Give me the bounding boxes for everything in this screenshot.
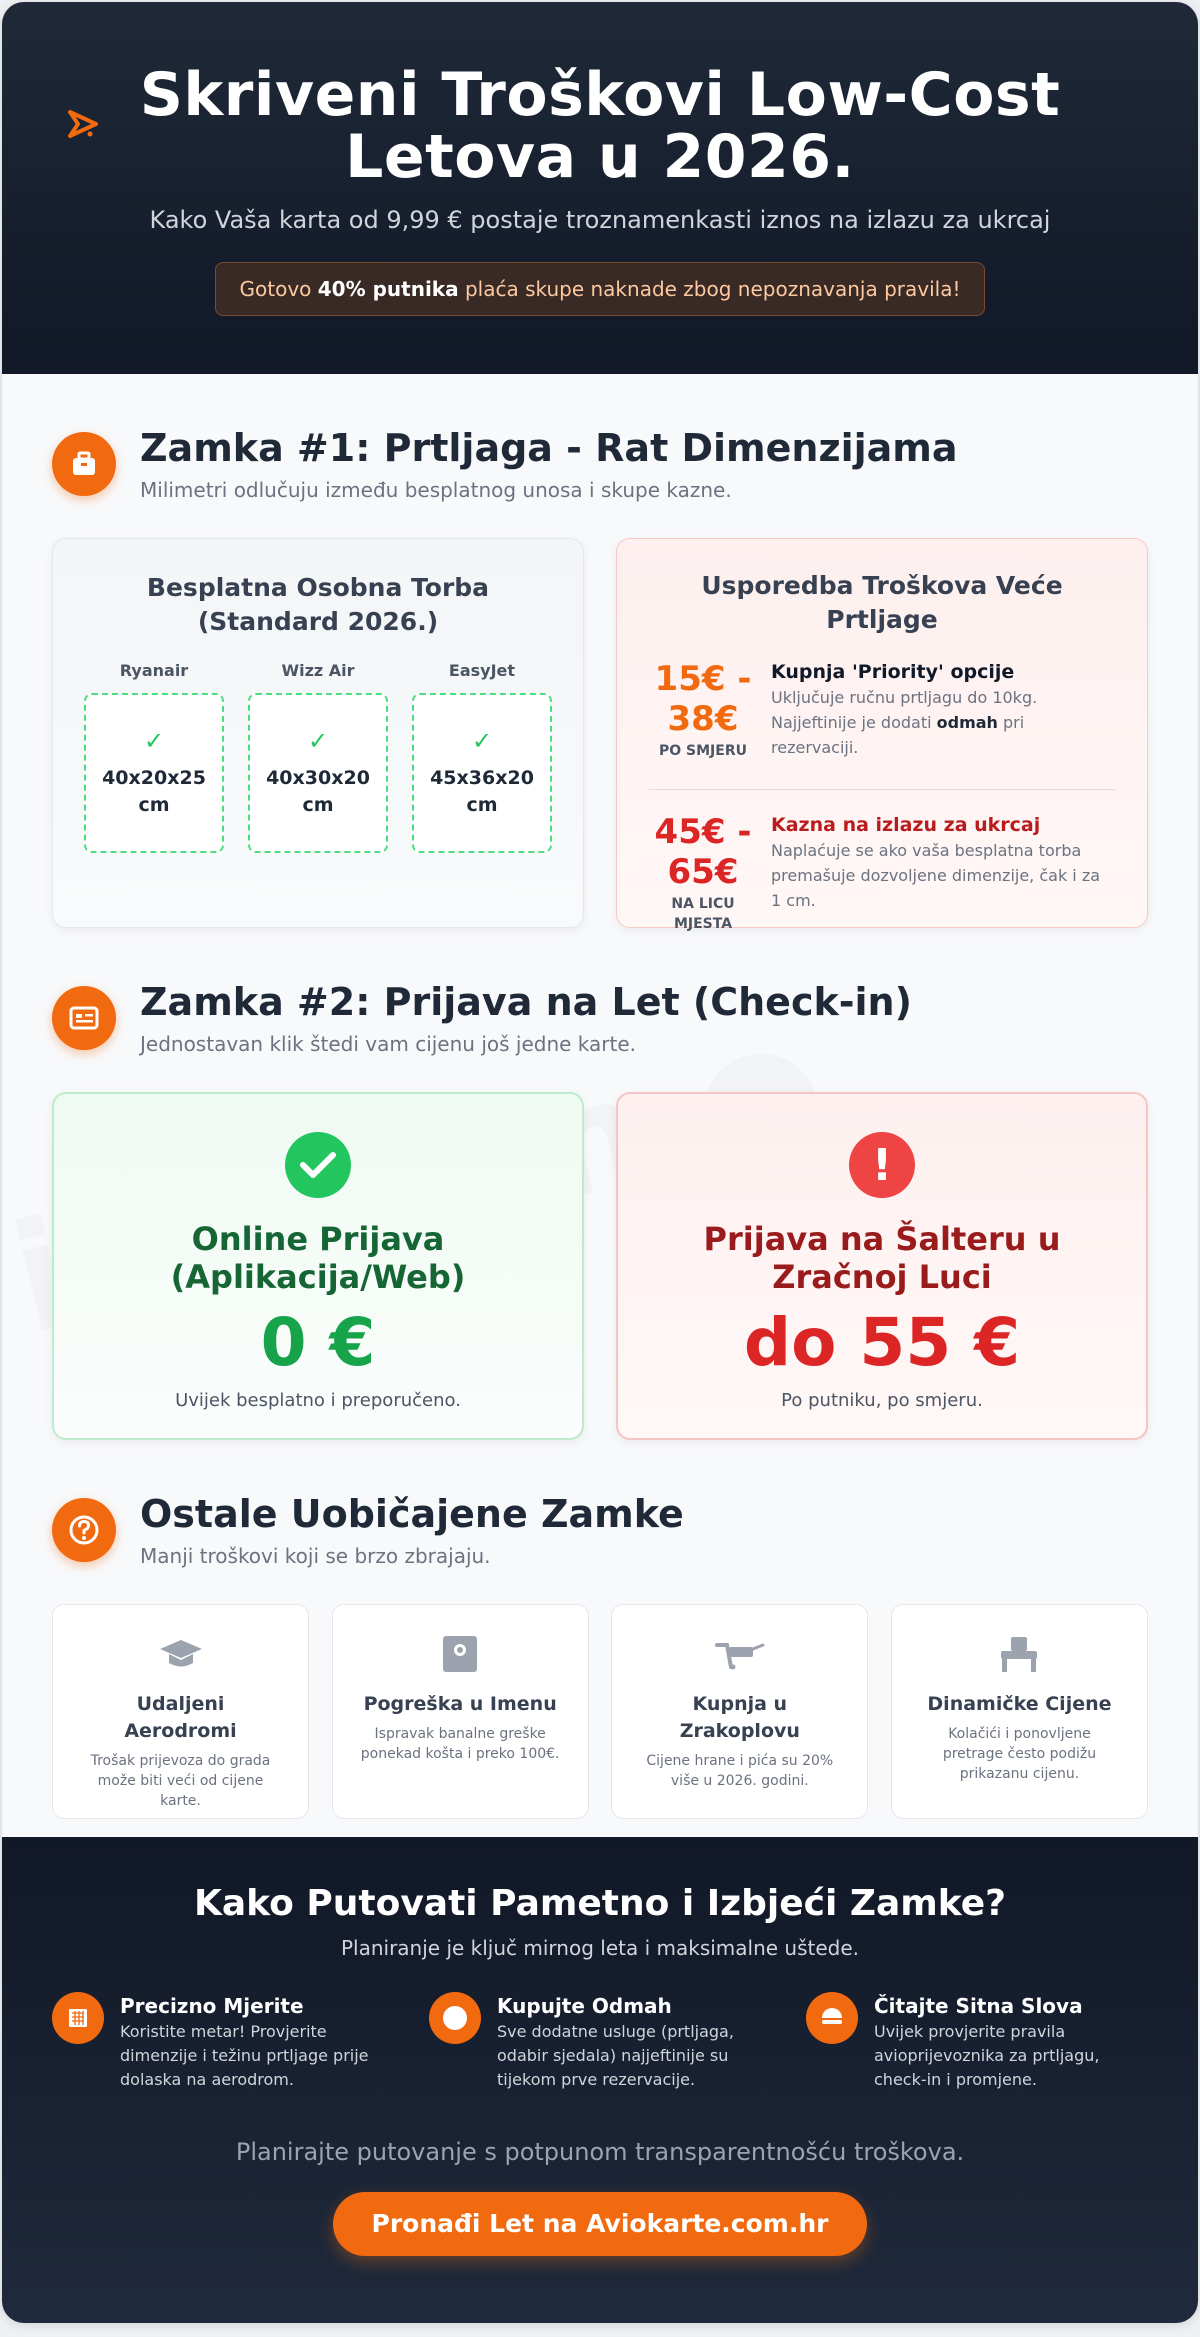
page-subtitle: Kako Vaša karta od 9,99 € postaje troznamenkasti iznos na izlazu za ukrcaj <box>149 206 1051 234</box>
graduation-cap-icon <box>53 1633 308 1675</box>
section-title: Zamka #2: Prijava na Let (Check-in) <box>140 980 912 1024</box>
trap-1-section <box>2 418 1198 932</box>
document-icon <box>806 1992 858 2044</box>
check-icon: ✓ <box>143 727 165 755</box>
footer-subtitle: Planiranje je ključ mirnog leta i maksimalne uštede. <box>340 1936 860 1960</box>
find-flight-button[interactable]: Pronađi Let na Aviokarte.com.hr <box>333 2192 867 2256</box>
luggage-icon <box>52 432 116 496</box>
id-card-icon <box>333 1633 588 1675</box>
online-checkin-card: Online Prijava (Aplikacija/Web) 0 € Uvijek besplatno i preporučeno. <box>52 1092 584 1440</box>
check-icon: ✓ <box>471 727 493 755</box>
bag-easyjet: EasyJet ✓ 45x36x20 cm <box>412 661 552 853</box>
footer-title: Kako Putovati Pametno i Izbjeći Zamke? <box>193 1883 1007 1924</box>
baggage-cost-compare-card <box>616 538 1148 932</box>
ticket-icon <box>52 986 116 1050</box>
desk-checkin-card: ! Prijava na Šalteru u Zračnoj Luci do 55 € Po putniku, po smjeru. <box>616 1092 1148 1440</box>
footer-tips <box>2 1837 1198 2323</box>
section-description: Manji troškovi koji se brzo zbrajaju. <box>140 1544 491 1568</box>
plane-logo-icon <box>66 106 102 142</box>
infographic-page <box>2 2 1198 2323</box>
cart-icon <box>612 1633 867 1675</box>
section-title: Zamka #1: Prtljaga - Rat Dimenzijama <box>140 426 958 470</box>
closing-line: Planirajte putovanje s potpunom transparentnošću troškova. <box>235 2138 965 2166</box>
divider <box>649 789 1115 790</box>
section-title: Ostale Uobičajene Zamke <box>140 1492 684 1536</box>
check-icon: ✓ <box>307 727 329 755</box>
trap-card-onboard-purchase: Kupnja u Zrakoplovu Cijene hrane i pića su 20% više u 2026. godini. <box>611 1604 868 1819</box>
trap-card-dynamic-pricing: Dinamičke Cijene Kolačići i ponovljene pretrage često podižu prikazanu cijenu. <box>891 1604 1148 1819</box>
trap-2-section <box>2 972 1198 1440</box>
section-description: Milimetri odlučuju između besplatnog unosa i skupe kazne. <box>140 478 732 502</box>
tip-fine-print: Čitajte Sitna Slova Uvijek provjerite pravila avioprijevoznika za prtljagu, check-in i promjene. <box>806 1992 1183 2092</box>
section-description: Jednostavan klik štedi vam cijenu još jedne karte. <box>140 1032 636 1056</box>
compare-row-priority: 15€ - 38€ PO SMJERU Kupnja 'Priority' opcije Uključuje ručnu prtljagu do 10kg. Najjeftinije je dodati odmah pri rezervaciji. <box>654 659 1038 759</box>
tip-buy-now: Kupujte Odmah Sve dodatne usluge (prtljaga, odabir sjedala) najjeftinije su tijekom prve rezervacije. <box>429 1992 806 2092</box>
checkmark-circle-icon <box>285 1132 351 1198</box>
tip-measure: Precizno Mjerite Koristite metar! Provjerite dimenzije i težinu prtljage prije dolaska na aerodrom. <box>52 1992 429 2092</box>
card-title: Besplatna Osobna Torba (Standard 2026.) <box>146 573 490 636</box>
trap-card-remote-airports: Udaljeni Aerodromi Trošak prijevoza do grada može biti veći od cijene karte. <box>52 1604 309 1819</box>
page-title: Skriveni Troškovi Low-Cost Letova u 2026. <box>139 60 1061 192</box>
question-circle-icon <box>52 1498 116 1562</box>
other-traps-section <box>2 1484 1198 1819</box>
ruler-icon <box>52 1992 104 2044</box>
card-title: Usporedba Troškova Veće Prtljage <box>701 571 1063 634</box>
bag-wizz-air: Wizz Air ✓ 40x30x20 cm <box>248 661 388 853</box>
clock-icon <box>429 1992 481 2044</box>
bag-ryanair: Ryanair ✓ 40x20x25 cm <box>84 661 224 853</box>
free-bag-card <box>52 538 584 928</box>
exclamation-circle-icon: ! <box>849 1132 915 1198</box>
warning-banner: Gotovo 40% putnika plaća skupe naknade zbog nepoznavanja pravila! <box>215 262 985 316</box>
hero-header <box>2 2 1198 374</box>
compare-row-gate-fee: 45€ - 65€ NA LICU MJESTA Kazna na izlazu za ukrcaj Naplaćuje se ako vaša besplatna torba premašuje dozvoljene dimenzije, čak i za 1 cm. <box>654 812 1101 932</box>
trap-card-name-error: Pogreška u Imenu Ispravak banalne greške ponekad košta i preko 100€. <box>332 1604 589 1819</box>
desk-price: do 55 € <box>743 1304 1021 1381</box>
chair-icon <box>892 1633 1147 1675</box>
online-price: 0 € <box>260 1304 376 1381</box>
